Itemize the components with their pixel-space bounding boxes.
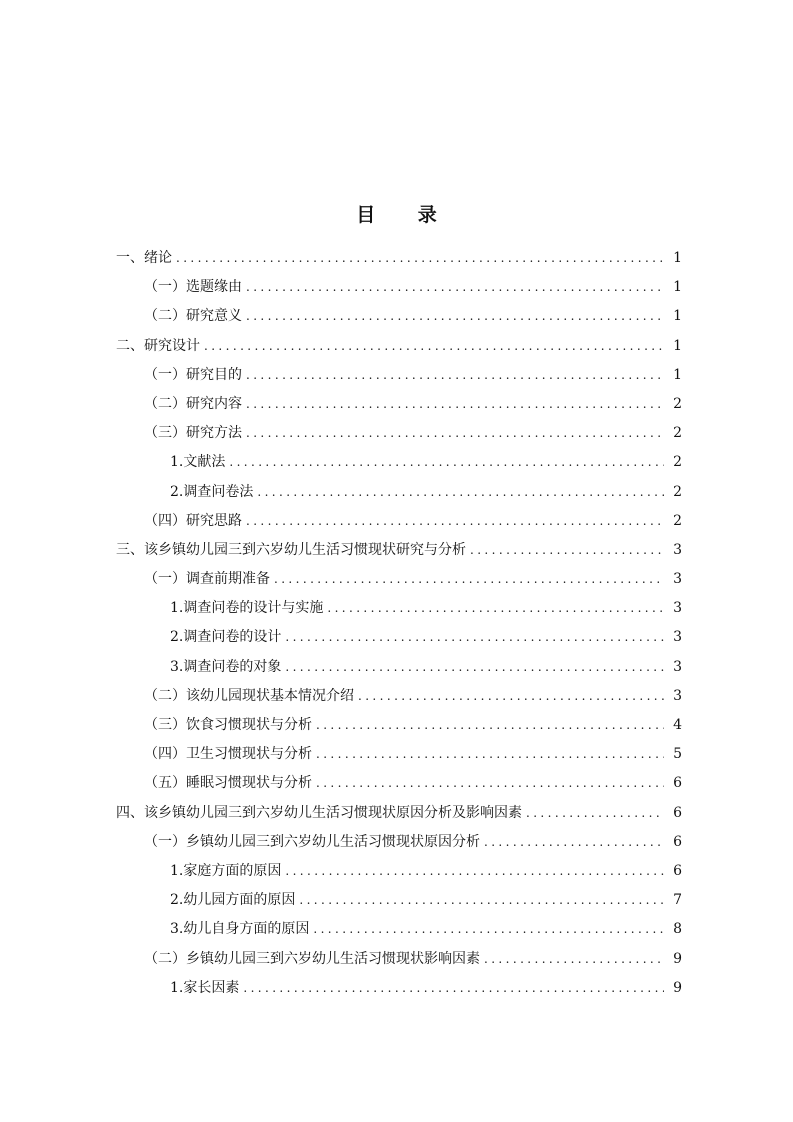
toc-dot-leader — [316, 740, 664, 769]
toc-dot-leader — [484, 945, 664, 974]
toc-dot-leader — [257, 478, 664, 507]
toc-entry-text: （四）研究思路 — [144, 512, 242, 529]
toc-page-number: 3 — [673, 571, 682, 588]
toc-entry-text: （一）选题缘由 — [144, 279, 242, 296]
toc-dot-leader — [313, 915, 664, 944]
toc-page-number: 2 — [673, 395, 682, 412]
toc-entry[interactable] — [116, 565, 682, 594]
toc-entry-text: 1.家长因素 — [170, 979, 240, 996]
toc-entry-text: （二）研究内容 — [144, 395, 242, 412]
toc-entry[interactable] — [116, 682, 682, 711]
toc-entry[interactable] — [116, 302, 682, 331]
toc-entry-text: （三）研究方法 — [144, 425, 242, 442]
toc-page-number: 6 — [673, 833, 682, 850]
toc-dot-leader — [246, 361, 664, 390]
toc-dot-leader — [204, 332, 664, 361]
toc-dot-leader — [246, 302, 664, 331]
toc-dot-leader — [299, 886, 664, 915]
toc-entry[interactable] — [116, 623, 682, 652]
toc-page-number: 9 — [673, 979, 682, 996]
toc-title: 目 录 — [356, 204, 455, 226]
toc-page-number: 3 — [673, 629, 682, 646]
toc-entry[interactable] — [116, 769, 682, 798]
toc-entry[interactable] — [116, 361, 682, 390]
toc-entry[interactable] — [116, 945, 682, 974]
toc-entry-text: （五）睡眠习惯现状与分析 — [144, 775, 312, 792]
toc-list — [116, 244, 682, 1003]
toc-page-number: 2 — [673, 512, 682, 529]
toc-entry-text: 3.调查问卷的对象 — [170, 658, 282, 675]
toc-entry[interactable] — [116, 711, 682, 740]
toc-entry-text: 一、绪论 — [116, 250, 172, 266]
toc-entry-text: 1.文献法 — [170, 454, 226, 471]
toc-entry-text: 2.调查问卷的设计 — [170, 629, 282, 646]
toc-entry-text: （二）研究意义 — [144, 308, 242, 325]
toc-dot-leader — [285, 623, 664, 652]
toc-dot-leader — [285, 857, 664, 886]
toc-dot-leader — [246, 419, 664, 448]
toc-entry[interactable] — [116, 478, 682, 507]
toc-page-number: 7 — [673, 892, 682, 909]
toc-page-number: 6 — [673, 804, 682, 821]
toc-entry-text: 2.幼儿园方面的原因 — [170, 892, 296, 909]
toc-entry-text: （一）调查前期准备 — [144, 571, 270, 588]
toc-entry[interactable] — [116, 974, 682, 1003]
toc-page-number: 1 — [673, 366, 682, 383]
toc-page-number: 3 — [673, 600, 682, 617]
toc-entry-text: （一）研究目的 — [144, 366, 242, 383]
toc-page-number: 2 — [673, 483, 682, 500]
toc-page-number: 2 — [673, 454, 682, 471]
toc-dot-leader — [246, 273, 664, 302]
toc-entry-text: （三）饮食习惯现状与分析 — [144, 717, 312, 733]
toc-entry[interactable] — [116, 448, 682, 477]
toc-dot-leader — [484, 828, 664, 857]
toc-entry[interactable] — [116, 828, 682, 857]
toc-entry[interactable] — [116, 915, 682, 944]
toc-entry[interactable] — [116, 332, 682, 361]
toc-entry-text: 四、该乡镇幼儿园三到六岁幼儿生活习惯现状原因分析及影响因素 — [116, 804, 522, 821]
toc-entry[interactable] — [116, 419, 682, 448]
toc-entry-text: （二）该幼儿园现状基本情况介绍 — [144, 687, 354, 704]
toc-dot-leader — [285, 653, 664, 682]
toc-dot-leader — [243, 974, 664, 1003]
toc-dot-leader — [316, 769, 664, 798]
toc-entry[interactable] — [116, 273, 682, 302]
toc-dot-leader — [358, 682, 664, 711]
toc-page-number: 8 — [673, 921, 682, 938]
toc-entry[interactable] — [116, 653, 682, 682]
toc-entry-text: 二、研究设计 — [116, 337, 200, 354]
toc-entry-text: （四）卫生习惯现状与分析 — [144, 746, 312, 763]
toc-dot-leader — [246, 390, 664, 419]
toc-dot-leader — [176, 244, 664, 273]
toc-entry-text: （二）乡镇幼儿园三到六岁幼儿生活习惯现状影响因素 — [144, 950, 480, 967]
toc-page-number: 1 — [673, 337, 682, 354]
toc-entry-text: 1.调查问卷的设计与实施 — [170, 600, 324, 617]
toc-page-number: 5 — [673, 746, 682, 763]
toc-page-number: 1 — [673, 279, 682, 296]
toc-entry[interactable] — [116, 507, 682, 536]
toc-entry[interactable] — [116, 799, 682, 828]
toc-page-number: 6 — [673, 775, 682, 792]
toc-entry[interactable] — [116, 857, 682, 886]
toc-entry[interactable] — [116, 594, 682, 623]
toc-page-number: 1 — [673, 250, 682, 266]
toc-entry[interactable] — [116, 886, 682, 915]
toc-entry[interactable] — [116, 536, 682, 565]
toc-entry-text: 三、该乡镇幼儿园三到六岁幼儿生活习惯现状研究与分析 — [116, 541, 466, 558]
toc-page-number: 1 — [673, 308, 682, 325]
toc-page-number: 3 — [673, 541, 682, 558]
toc-entry[interactable] — [116, 740, 682, 769]
toc-entry-text: 1.家庭方面的原因 — [170, 862, 282, 879]
toc-entry[interactable] — [116, 390, 682, 419]
toc-page-number: 3 — [673, 687, 682, 704]
toc-dot-leader — [274, 565, 664, 594]
toc-dot-leader — [246, 507, 664, 536]
toc-dot-leader — [526, 799, 664, 828]
toc-dot-leader — [316, 711, 664, 740]
toc-page-number: 3 — [673, 658, 682, 675]
toc-dot-leader — [229, 448, 664, 477]
toc-page-number: 6 — [673, 862, 682, 879]
toc-entry-text: 3.幼儿自身方面的原因 — [170, 921, 310, 938]
toc-entry-text: 2.调查问卷法 — [170, 483, 254, 500]
toc-dot-leader — [327, 594, 664, 623]
toc-dot-leader — [470, 536, 664, 565]
toc-entry[interactable] — [116, 244, 682, 273]
toc-page-number: 9 — [673, 950, 682, 967]
toc-page-number: 2 — [673, 425, 682, 442]
toc-page-number: 4 — [673, 717, 682, 733]
toc-entry-text: （一）乡镇幼儿园三到六岁幼儿生活习惯现状原因分析 — [144, 833, 480, 850]
